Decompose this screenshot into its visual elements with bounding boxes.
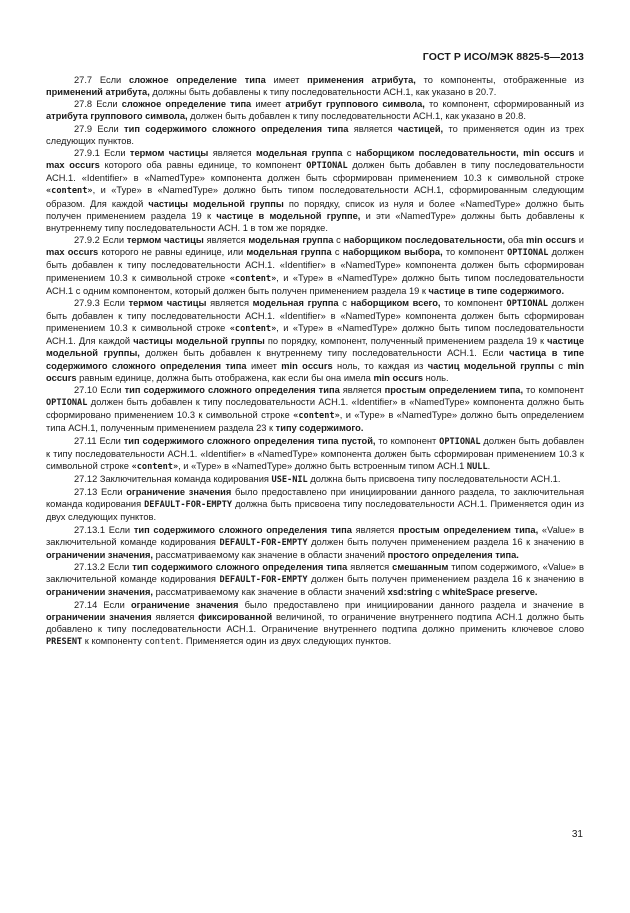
emphasis-term: «content» (229, 324, 277, 335)
text-run: является (351, 524, 399, 535)
clause-paragraph (46, 74, 584, 98)
text-run: , и «Type» в «NamedType» должно быть определением типа АСН.1, полученным применением раздела 23 к (46, 410, 584, 434)
emphasis-term: «content» (46, 186, 93, 197)
text-run: должен быть добавлен к типу последовательности АСН.1. «Identifier» в «NamedType» компонента должен быть сформирован применением 10.3 к символьной строке (46, 247, 584, 283)
text-run: которого не равны единице, или (98, 247, 247, 258)
emphasis-term: частице в модельной группе, (216, 210, 361, 221)
text-run: имеет (246, 360, 282, 371)
text-run: должен быть добавлен к типу последовательности АСН.1. «Identifier» в «NamedType» компонента должно быть сформировано применением 10.3 к символьной строке (46, 397, 584, 421)
emphasis-term: частицы модельной группы (133, 336, 265, 347)
text-run: , и «Type» в «NamedType» должно быть типом последовательности АСН.1, сформированным следующим образом. Для каждой (46, 185, 584, 209)
text-run: 27.10 Если (74, 384, 125, 395)
text-run: является (208, 147, 256, 158)
text-run: должен быть добавлен к внутреннему типу последовательности АСН.1. Если (139, 348, 510, 359)
clause-paragraph (46, 473, 584, 486)
clause-paragraph (46, 147, 584, 234)
text-run: является (347, 562, 393, 573)
text-run: должен быть добавлен к типу последовательности АСН.1, как указано в 20.8. (187, 111, 526, 122)
text-run: «Value» в заключительной команде кодирования (46, 524, 584, 547)
emphasis-term: OPTIONAL (306, 161, 348, 172)
emphasis-term: DEFAULT-FOR-EMPTY (144, 500, 233, 511)
text-run: должен быть получен применением раздела 16 к значению в (307, 574, 584, 585)
text-run: величиной, то ограничение внутреннего подтипа АСН.1 должно быть добавлено к типу последовательности АСН.1. Ограничение внутреннего подтипа должно применить ключевое слово (46, 611, 584, 634)
emphasis-term: термом частицы (129, 147, 209, 158)
text-run: должен быть добавлен к типу последовательности АСН.1. «Identifier» в «NamedType» компонента должен быть сформирован применением 10.3 к символьной строке (46, 435, 584, 471)
text-run: 27.13 Если (74, 487, 127, 498)
text-run: 27.8 Если (74, 99, 122, 110)
text-run: 27.9.1 Если (74, 147, 130, 158)
text-run: то компонент (442, 247, 508, 258)
emphasis-term: OPTIONAL (439, 436, 481, 447)
text-run: , и «Type» в «NamedType» должно быть встроенным типом АСН.1 (178, 460, 467, 471)
text-run: то компонент, сформированный из (424, 99, 584, 110)
emphasis-term: типу содержимого. (275, 423, 364, 434)
emphasis-term: тип содержимого сложного определения типа (132, 562, 348, 573)
text-run: типом содержимого, «Value» в заключительной команде кодирования (46, 562, 584, 585)
emphasis-term: простым определением типа, (384, 384, 524, 395)
emphasis-term: «content» (131, 461, 179, 472)
text-run: является (151, 611, 199, 622)
text-run: и (575, 235, 584, 246)
text-run: к компоненту (82, 636, 145, 647)
clause-paragraph (46, 435, 584, 473)
emphasis-term: сложное определение типа (128, 75, 266, 85)
text-run: и (574, 147, 584, 158)
emphasis-term: min occurs (523, 147, 575, 158)
emphasis-term: min occurs (373, 372, 424, 383)
text-run: то компонент (440, 297, 507, 308)
emphasis-term: whiteSpace preserve. (442, 587, 538, 598)
emphasis-term: ограничение значения (126, 487, 232, 498)
emphasis-term: наборщиком последовательности, (343, 235, 506, 246)
emphasis-term: тип содержимого сложного определения типа пустой, (123, 435, 376, 446)
emphasis-term: частицей, (397, 123, 444, 134)
emphasis-term: модельная группа (252, 297, 339, 308)
text-run: 27.9.3 Если (74, 297, 129, 308)
text-run: является (339, 384, 385, 395)
text-run: по порядку, компонент, полученный применением раздела 19 к (264, 336, 548, 347)
text-run: 27.12 Заключительная команда кодирования (74, 474, 272, 484)
text-run: должен быть добавлен к типу последовательности АСН.1. «Identifier» в «NamedType» компонента должен быть сформирован применением 10.3 к символьной строке (46, 297, 584, 334)
emphasis-term: ограничении значения, (46, 549, 154, 560)
text-run: 27.9 Если (74, 123, 125, 134)
text-run: с (432, 587, 443, 598)
emphasis-term: ограничении значения, (46, 587, 154, 598)
emphasis-term: «content» (229, 273, 277, 284)
text-run: равным единице, должна быть отображена, как если бы она имела (76, 372, 374, 383)
emphasis-term: модельная группа (255, 147, 343, 158)
text-run: то применяется один из трех следующих пунктов. (46, 123, 584, 146)
text-run: то компонент (375, 435, 440, 446)
emphasis-term: content (144, 637, 181, 648)
emphasis-term: атрибута группового символа, (46, 111, 188, 122)
text-run: является (348, 123, 398, 134)
emphasis-term: применений атрибута, (46, 87, 150, 98)
text-run: 27.13.2 Если (74, 562, 133, 573)
emphasis-term: NULL (466, 461, 488, 472)
text-run: то компоненты, отображенные из (415, 75, 584, 85)
clause-paragraph (46, 384, 584, 435)
text-run: рассматриваемому как значение в области значений (153, 587, 388, 598)
clause-paragraph (46, 486, 584, 523)
standard-header: ГОСТ Р ИСО/МЭК 8825-5—2013 (422, 51, 584, 63)
emphasis-term: сложное определение типа (121, 99, 252, 110)
emphasis-term: частицы модельной группы (148, 198, 284, 209)
clause-paragraph (46, 123, 584, 147)
emphasis-term: наборщиком последовательности, (355, 147, 519, 158)
text-run: то компонент (523, 384, 584, 395)
emphasis-term: xsd:string (387, 587, 433, 598)
emphasis-term: частице в типе содержимого. (428, 285, 565, 296)
text-run: . Применяется один из двух следующих пунктов. (180, 636, 392, 647)
text-run: 27.7 Если (74, 75, 129, 85)
text-run: 27.14 Если (74, 599, 131, 610)
emphasis-term: частица в типе содержимого сложного определения типа (46, 348, 584, 371)
emphasis-term: наборщиком всего, (350, 297, 441, 308)
text-run: имеет (265, 75, 308, 85)
emphasis-term: min occurs (526, 235, 576, 246)
emphasis-term: DEFAULT-FOR-EMPTY (219, 537, 308, 548)
emphasis-term: max occurs (46, 160, 100, 171)
text-run: должны быть добавлены к типу последовательности АСН.1, как указано в 20.7. (149, 87, 497, 98)
text-run: должен быть получен применением раздела 16 к значению в (307, 536, 584, 547)
text-run: является (203, 235, 249, 246)
emphasis-term: модельная группа (248, 235, 334, 246)
emphasis-term: частиц модельной группы (427, 360, 555, 371)
emphasis-term: модельная группа (246, 247, 332, 258)
clause-paragraph (46, 599, 584, 649)
emphasis-term: min occurs (281, 360, 333, 371)
emphasis-term: частице модельной группы, (46, 336, 584, 359)
emphasis-term: min occurs (46, 360, 585, 383)
text-run: является (206, 297, 253, 308)
text-run: рассматриваемому как значение в области значений (153, 549, 388, 560)
document-body (46, 74, 584, 648)
emphasis-term: тип содержимого сложного определения типа (124, 384, 340, 395)
emphasis-term: наборщиком выбора, (342, 247, 443, 258)
emphasis-term: USE-NIL (271, 475, 308, 485)
emphasis-term: ограничение значения (130, 599, 239, 610)
page-number: 31 (571, 829, 583, 840)
text-run: , и «Type» в «NamedType» должно быть типом последовательности АСН.1 с одним компонентом, который должен быть получен применением раздела 19 к (46, 272, 584, 296)
text-run: которого оба равны единице, то компонент (99, 160, 307, 171)
clause-paragraph (46, 234, 584, 297)
emphasis-term: OPTIONAL (46, 398, 88, 409)
clause-paragraph (46, 297, 584, 384)
text-run: с (331, 247, 343, 258)
clause-paragraph (46, 524, 584, 561)
emphasis-term: DEFAULT-FOR-EMPTY (219, 575, 308, 586)
text-run: было предоставлено при инициировании данного раздела, то заключительная команда кодирования (46, 487, 584, 510)
text-run: 27.9.2 Если (74, 235, 127, 246)
emphasis-term: ограничении значения (46, 611, 152, 622)
text-run: должна быть присвоена типу последовательности АСН.1. Применяется один из двух следующих пунктов. (46, 499, 585, 523)
text-run: с (338, 297, 351, 308)
emphasis-term: применения атрибута, (307, 75, 416, 85)
text-run: имеет (251, 99, 286, 110)
text-run: по порядку, список из нуля и более «NamedType» должно быть получен применением раздела 19 к (46, 198, 584, 221)
emphasis-term: тип содержимого сложного определения типа (124, 123, 349, 134)
emphasis-term: «content» (293, 411, 340, 422)
text-run: должна быть присвоена типу последовательности АСН.1. (307, 474, 561, 484)
text-run: 27.11 Если (74, 435, 124, 446)
emphasis-term: OPTIONAL (507, 248, 549, 259)
clause-paragraph (46, 98, 584, 122)
emphasis-term: тип содержимого сложного определения типа (133, 524, 352, 535)
emphasis-term: термом частицы (128, 297, 207, 308)
text-run: . (487, 460, 491, 471)
text-run: с (554, 360, 568, 371)
text-run: было предоставлено при инициировании данного раздела и значение в (238, 599, 585, 610)
emphasis-term: термом частицы (126, 235, 204, 246)
text-run: , и «Type» в «NamedType» должно быть типом последовательности АСН.1. Для каждой (46, 323, 584, 347)
text-run: и эти «NamedType» должны быть добавлены к внутреннему типу последовательности АСН. 1 в том же порядке. (46, 210, 584, 233)
emphasis-term: фиксированной (198, 611, 273, 622)
emphasis-term: PRESENT (46, 637, 83, 648)
text-run: ноль, то каждая из (332, 360, 428, 371)
emphasis-term: смешанным (392, 562, 449, 573)
text-run: с (342, 147, 356, 158)
emphasis-term: OPTIONAL (506, 298, 548, 309)
emphasis-term: атрибут группового символа, (285, 99, 425, 110)
text-run: ноль. (423, 372, 449, 383)
emphasis-term: простого определения типа. (387, 549, 519, 560)
emphasis-term: max occurs (46, 247, 99, 258)
clause-paragraph (46, 561, 584, 598)
text-run: должен быть добавлен в типу последовательности АСН.1. «Identifier» в «NamedType» компонента должен быть сформирован применением 10.3 к символьной строке (46, 160, 584, 184)
text-run: 27.13.1 Если (74, 524, 134, 535)
emphasis-term: простым определением типа, (398, 524, 539, 535)
text-run: оба (505, 235, 527, 246)
text-run: с (333, 235, 344, 246)
